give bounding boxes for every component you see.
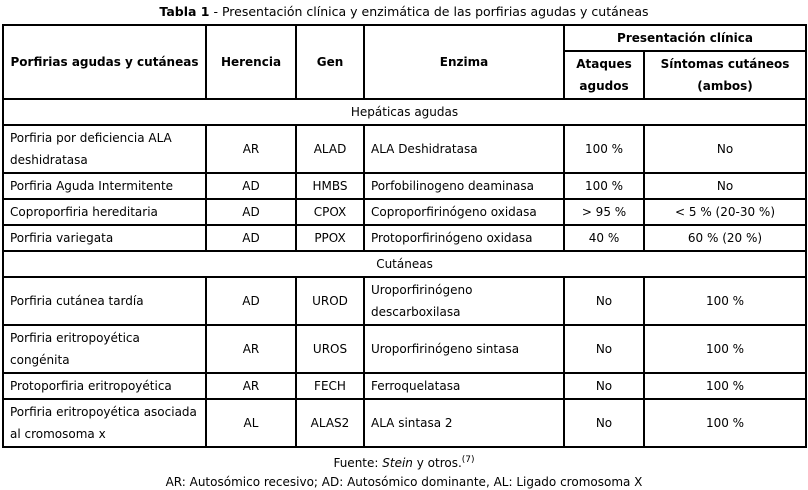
- cell-sintomas: 100 %: [644, 325, 806, 373]
- cell-enzima: Porfobilinogeno deaminasa: [364, 173, 564, 199]
- cell-ataques: 40 %: [564, 225, 644, 251]
- table-title-text: - Presentación clínica y enzimática de las porfirias agudas y cutáneas: [213, 4, 649, 19]
- cell-herencia: AD: [206, 225, 296, 251]
- section-label: Hepáticas agudas: [3, 99, 806, 125]
- abbreviations-note: AR: Autosómico recesivo; AD: Autosómico dominante, AL: Ligado cromosoma X: [165, 475, 643, 489]
- cell-ataques: > 95 %: [564, 199, 644, 225]
- cell-enzima: ALA sintasa 2: [364, 399, 564, 447]
- cell-gen: ALAD: [296, 125, 364, 173]
- table-row: [3, 225, 806, 251]
- cell-sintomas: 60 % (20 %): [644, 225, 806, 251]
- header-porfirias: Porfirias agudas y cutáneas: [3, 25, 206, 99]
- section-row-hepaticas: [3, 99, 806, 125]
- cell-herencia: AR: [206, 373, 296, 399]
- cell-gen: UROS: [296, 325, 364, 373]
- header-row-top: [3, 25, 806, 51]
- cell-ataques: 100 %: [564, 173, 644, 199]
- section-label: Cutáneas: [3, 251, 806, 277]
- table-row: [3, 399, 806, 447]
- cell-porfiria-name: Porfiria eritropoyética congénita: [3, 325, 206, 373]
- table-title-number: Tabla 1: [159, 4, 210, 19]
- cell-porfiria-name: Porfiria eritropoyética asociada al cromosoma x: [3, 399, 206, 447]
- source-reference: (7): [461, 455, 475, 465]
- cell-porfiria-name: Porfiria por deficiencia ALA deshidratasa: [3, 125, 206, 173]
- cell-gen: HMBS: [296, 173, 364, 199]
- cell-porfiria-name: Coproporfiria hereditaria: [3, 199, 206, 225]
- source-note: [0, 452, 808, 471]
- table-title: [0, 4, 808, 20]
- cell-ataques: No: [564, 399, 644, 447]
- cell-sintomas: 100 %: [644, 399, 806, 447]
- cell-gen: UROD: [296, 277, 364, 325]
- table-row: [3, 173, 806, 199]
- cell-porfiria-name: Porfiria cutánea tardía: [3, 277, 206, 325]
- cell-sintomas: No: [644, 173, 806, 199]
- cell-enzima: Coproporfirinógeno oxidasa: [364, 199, 564, 225]
- cell-sintomas: 100 %: [644, 277, 806, 325]
- section-row-cutaneas: [3, 251, 806, 277]
- cell-enzima: Uroporfirinógeno descarboxilasa: [364, 277, 564, 325]
- cell-porfiria-name: Protoporfiria eritropoyética: [3, 373, 206, 399]
- header-sintomas: Síntomas cutáneos (ambos): [644, 51, 806, 99]
- cell-herencia: AD: [206, 199, 296, 225]
- cell-gen: PPOX: [296, 225, 364, 251]
- cell-sintomas: No: [644, 125, 806, 173]
- cell-gen: ALAS2: [296, 399, 364, 447]
- table-row: [3, 277, 806, 325]
- table-row: [3, 125, 806, 173]
- cell-gen: CPOX: [296, 199, 364, 225]
- source-rest: y otros.: [416, 456, 462, 470]
- source-label: Fuente:: [333, 456, 379, 470]
- cell-ataques: No: [564, 277, 644, 325]
- header-presentacion: Presentación clínica: [564, 25, 806, 51]
- cell-gen: FECH: [296, 373, 364, 399]
- cell-sintomas: < 5 % (20-30 %): [644, 199, 806, 225]
- cell-herencia: AR: [206, 125, 296, 173]
- table-row: [3, 373, 806, 399]
- table-row: [3, 325, 806, 373]
- cell-sintomas: 100 %: [644, 373, 806, 399]
- cell-porfiria-name: Porfiria variegata: [3, 225, 206, 251]
- cell-ataques: 100 %: [564, 125, 644, 173]
- cell-enzima: Ferroquelatasa: [364, 373, 564, 399]
- cell-ataques: No: [564, 373, 644, 399]
- header-gen: Gen: [296, 25, 364, 99]
- header-herencia: Herencia: [206, 25, 296, 99]
- cell-herencia: AD: [206, 173, 296, 199]
- cell-herencia: AD: [206, 277, 296, 325]
- header-ataques: Ataques agudos: [564, 51, 644, 99]
- cell-herencia: AR: [206, 325, 296, 373]
- source-author: Stein: [382, 456, 413, 470]
- cell-ataques: No: [564, 325, 644, 373]
- porphyria-table: [2, 24, 807, 448]
- cell-porfiria-name: Porfiria Aguda Intermitente: [3, 173, 206, 199]
- cell-enzima: ALA Deshidratasa: [364, 125, 564, 173]
- cell-enzima: Protoporfirinógeno oxidasa: [364, 225, 564, 251]
- cell-enzima: Uroporfirinógeno sintasa: [364, 325, 564, 373]
- header-enzima: Enzima: [364, 25, 564, 99]
- table-row: [3, 199, 806, 225]
- cell-herencia: AL: [206, 399, 296, 447]
